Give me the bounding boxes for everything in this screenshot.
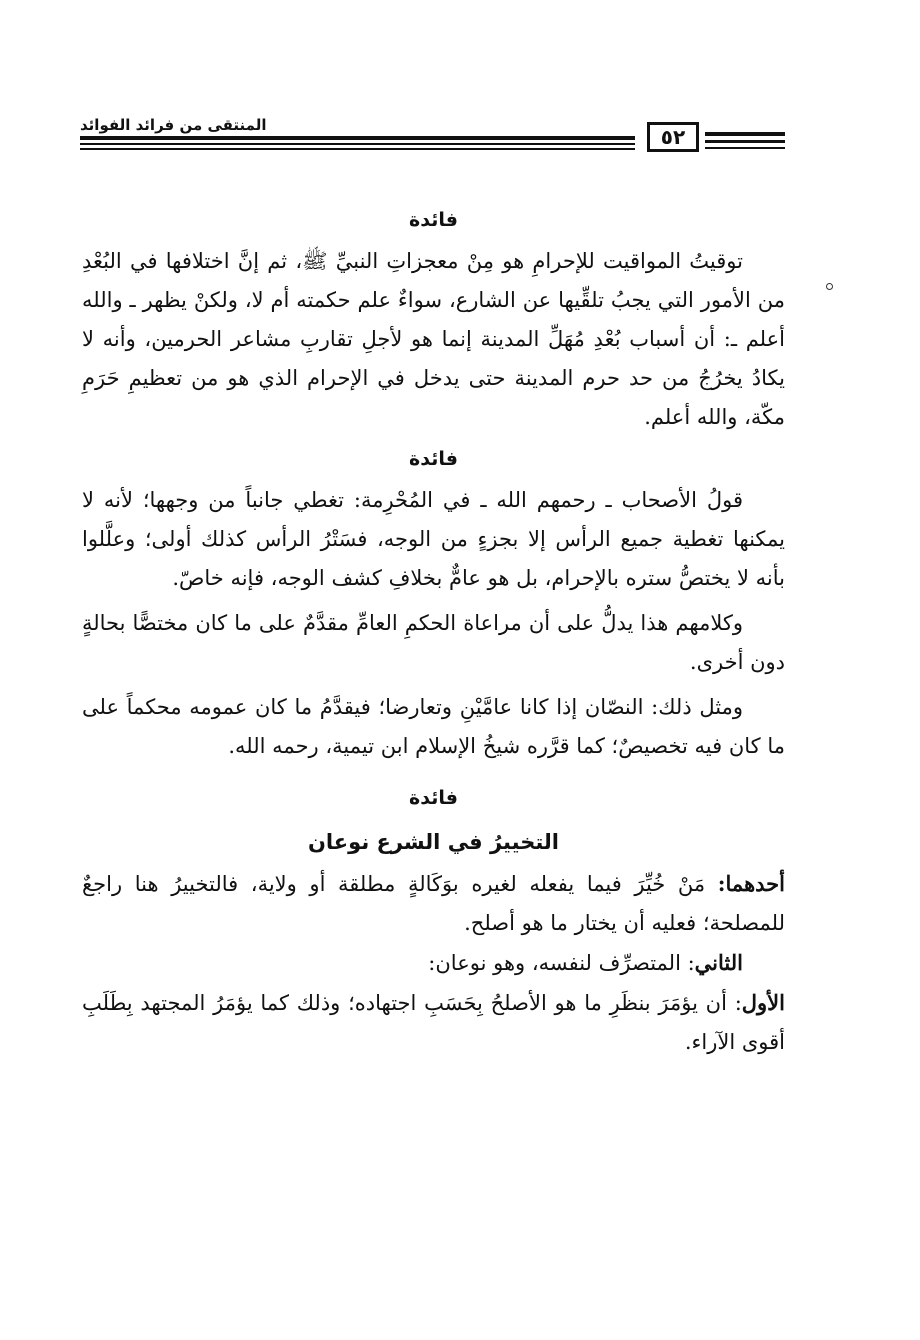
- paragraph: ومثل ذلك: النصّان إذا كانا عامَّيْنِ وتعارضا؛ فيقدَّمُ ما كان عمومه محكماً على ما كان فيه تخصيصٌ؛ كما قرَّره شيخُ الإسلام ابن تيمية، رحمه الله.: [82, 695, 785, 758]
- paragraph: [82, 983, 785, 1062]
- paragraph: قولُ الأصحاب ـ رحمهم الله ـ في المُحْرِمة: تغطي جانباً من وجهها؛ لأنه لا يمكنها تغطية جميع الرأس إلا بجزءٍ من الوجه، فسَتْرُ الرأس كذلك أولى؛ وعلَّلوا بأنه لا يختصُّ ستره بالإحرام، بل هو عامٌّ بخلافِ كشف الوجه، فإنه خاصّ.: [82, 488, 785, 590]
- header-rule: [705, 132, 785, 136]
- section-heading: فائدة: [409, 209, 458, 231]
- book-title: المنتقى من فرائد الفوائد: [80, 116, 267, 134]
- section-heading: فائدة: [409, 787, 458, 809]
- page-body: [82, 198, 785, 1062]
- running-header: [80, 110, 785, 162]
- header-rule: [80, 148, 635, 150]
- page-number: ٥٢: [647, 122, 699, 152]
- header-rule: [705, 140, 785, 143]
- paragraph: وكلامهم هذا يدلُّ على أن مراعاة الحكمِ العامِّ مقدَّمٌ على ما كان مختصًّا بحالةٍ دون أخرى.: [82, 611, 785, 674]
- section-subheading: التخييرُ في الشرع نوعان: [308, 830, 559, 854]
- paragraph-text: : أن يؤمَرَ بنظَرِ ما هو الأصلحُ بِحَسَبِ اجتهاده؛ وذلك كما يؤمَرُ المجتهد بِطَلَبِ أقوى الآراء.: [82, 991, 785, 1054]
- header-rule: [80, 136, 635, 140]
- section-heading: فائدة: [409, 448, 458, 470]
- paragraph: [82, 864, 785, 943]
- paragraph: [82, 943, 785, 983]
- paragraph-text: مَنْ خُيِّرَ فيما يفعله لغيره بوَكَالةٍ مطلقة أو ولاية، فالتخييرُ هنا راجعٌ للمصلحة؛ فعليه أن يختار ما هو أصلح.: [82, 872, 785, 935]
- margin-mark: [826, 283, 833, 290]
- paragraph-lead: أحدهما:: [717, 871, 785, 896]
- paragraph: توقيتُ المواقيت للإحرامِ هو مِنْ معجزاتِ النبيِّ ﷺ، ثم إنَّ اختلافها في البُعْدِ من الأمور التي يجبُ تلقِّيها عن الشارع، سواءٌ علم حكمته أم لا، ولكنْ يظهر ـ والله أعلم ـ: أن أسباب بُعْدِ مُهَلِّ المدينة إنما هو لأجلِ تقاربِ مشاعر الحرمين، وأنه لا يكادُ يخرُجُ من حد حرم المدينة حتى يدخل في الإحرام الذي هو من تعظيمِ حَرَمِ مكّة، والله أعلم.: [82, 249, 785, 429]
- header-rule: [705, 147, 785, 149]
- paragraph-lead: الأول: [741, 990, 785, 1015]
- paragraph-text: : المتصرِّف لنفسه، وهو نوعان:: [428, 951, 695, 975]
- header-rule: [80, 143, 635, 145]
- paragraph-lead: الثاني: [694, 950, 743, 975]
